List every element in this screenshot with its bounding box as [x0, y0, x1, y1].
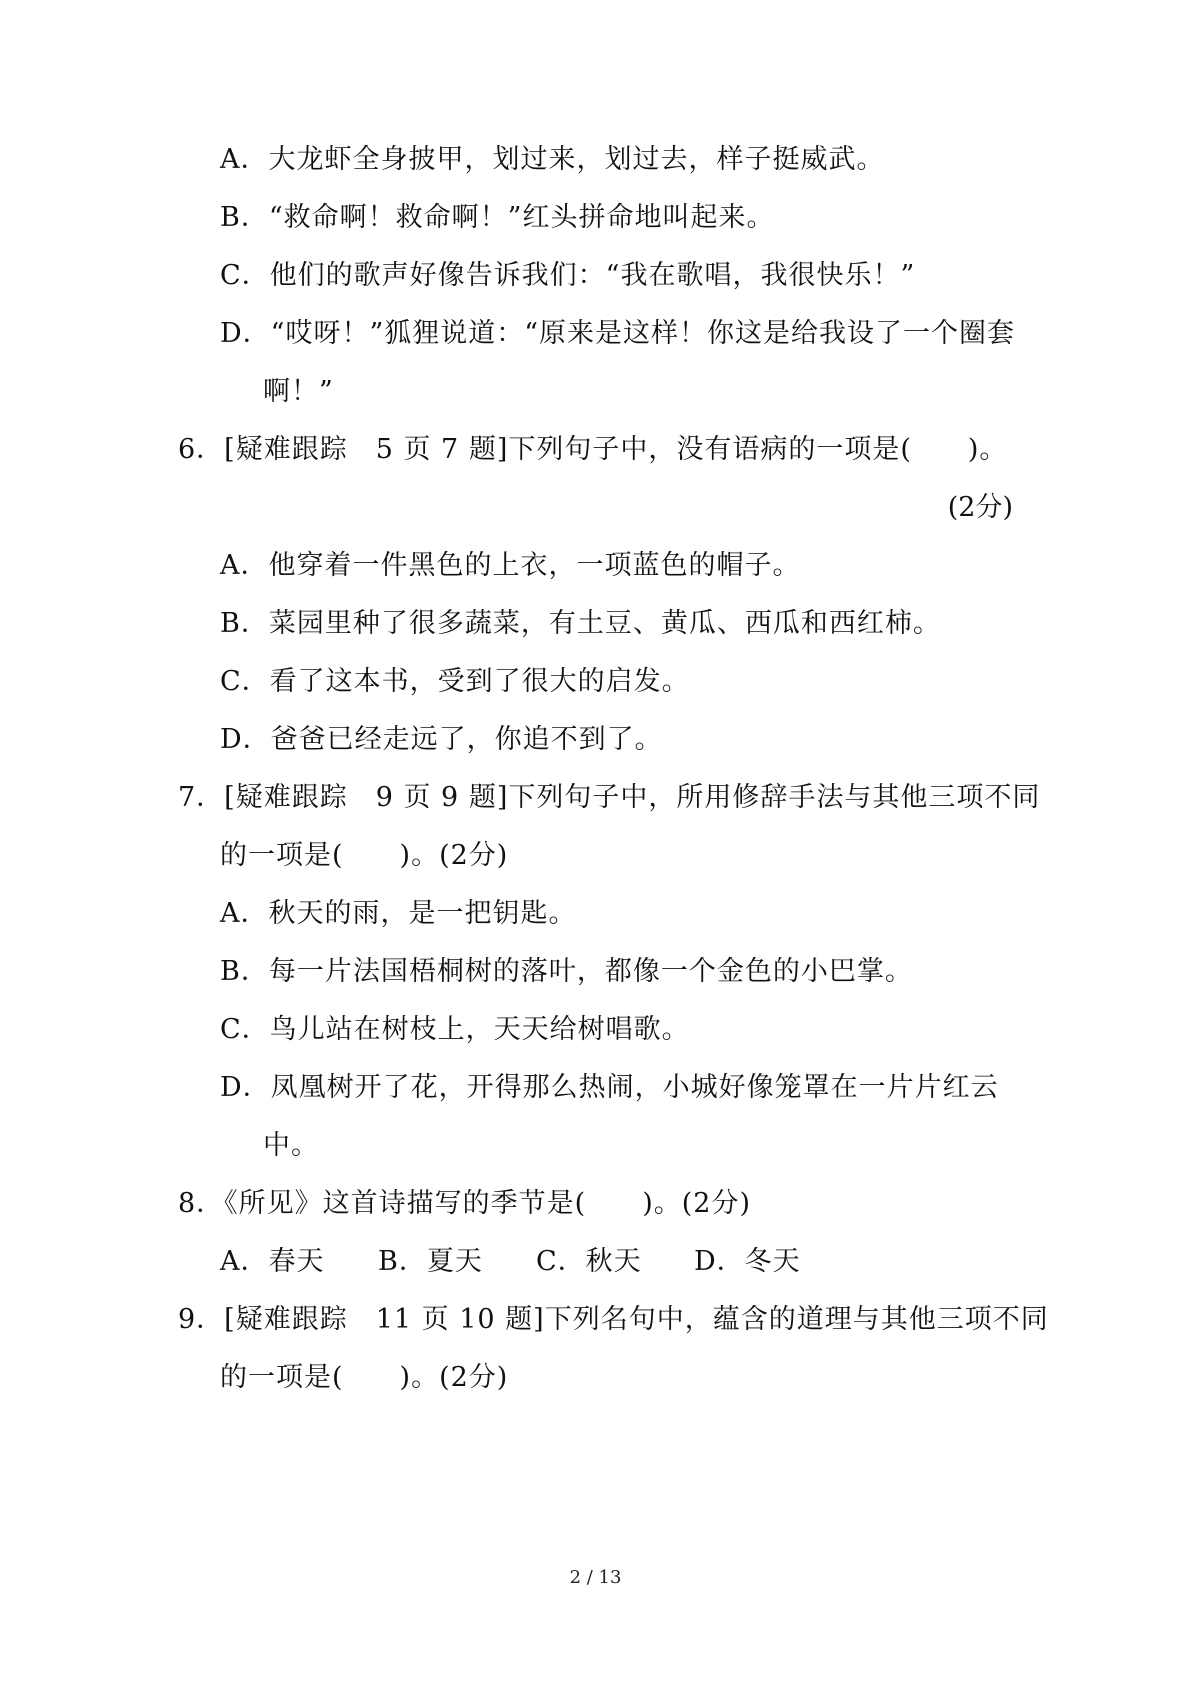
- q6-stem: 6．[疑难跟踪 5 页 7 题]下列句子中，没有语病的一项是( )。: [178, 434, 1008, 465]
- q9-stem-continued: 的一项是( )。(2分): [220, 1362, 509, 1393]
- q7-stem: 7．[疑难跟踪 9 页 9 题]下列句子中，所用修辞手法与其他三项不同: [178, 782, 1041, 813]
- q6-score: (2分): [947, 492, 1013, 523]
- q8-option-a: A．春天: [220, 1246, 325, 1277]
- q7-option-b: B．每一片法国梧桐树的落叶，都像一个金色的小巴掌。: [220, 956, 913, 987]
- q7-option-a: A．秋天的雨，是一把钥匙。: [220, 898, 577, 929]
- q6-option-d: D．爸爸已经走远了，你追不到了。: [220, 724, 663, 755]
- q8-stem: 8．《所见》这首诗描写的季节是( )。(2分): [178, 1188, 751, 1219]
- q8-option-b: B．夏天: [378, 1246, 483, 1277]
- q7-option-d-continued: 中。: [263, 1130, 319, 1161]
- q9-stem: 9．[疑难跟踪 11 页 10 题]下列名句中，蕴含的道理与其他三项不同: [178, 1304, 1049, 1335]
- q8-option-d: D．冬天: [694, 1246, 801, 1277]
- q5-option-a: A．大龙虾全身披甲，划过来，划过去，样子挺威武。: [220, 144, 885, 175]
- page-number: 2 / 13: [569, 1567, 622, 1588]
- q5-option-c: C．他们的歌声好像告诉我们：“我在歌唱，我很快乐！”: [220, 260, 916, 291]
- q5-option-d-continued: 啊！”: [263, 376, 334, 407]
- q7-option-c: C．鸟儿站在树枝上，天天给树唱歌。: [220, 1014, 690, 1045]
- q5-option-b: B．“救命啊！救命啊！”红头拼命地叫起来。: [220, 202, 775, 233]
- q7-option-d: D．凤凰树开了花，开得那么热闹，小城好像笼罩在一片片红云: [220, 1072, 999, 1103]
- q6-option-c: C．看了这本书，受到了很大的启发。: [220, 666, 690, 697]
- q6-option-b: B．菜园里种了很多蔬菜，有土豆、黄瓜、西瓜和西红柿。: [220, 608, 941, 639]
- q5-option-d: D．“哎呀！”狐狸说道：“原来是这样！你这是给我设了一个圈套: [220, 318, 1016, 349]
- q6-option-a: A．他穿着一件黑色的上衣，一项蓝色的帽子。: [220, 550, 801, 581]
- q8-option-c: C．秋天: [536, 1246, 642, 1277]
- q7-stem-continued: 的一项是( )。(2分): [220, 840, 509, 871]
